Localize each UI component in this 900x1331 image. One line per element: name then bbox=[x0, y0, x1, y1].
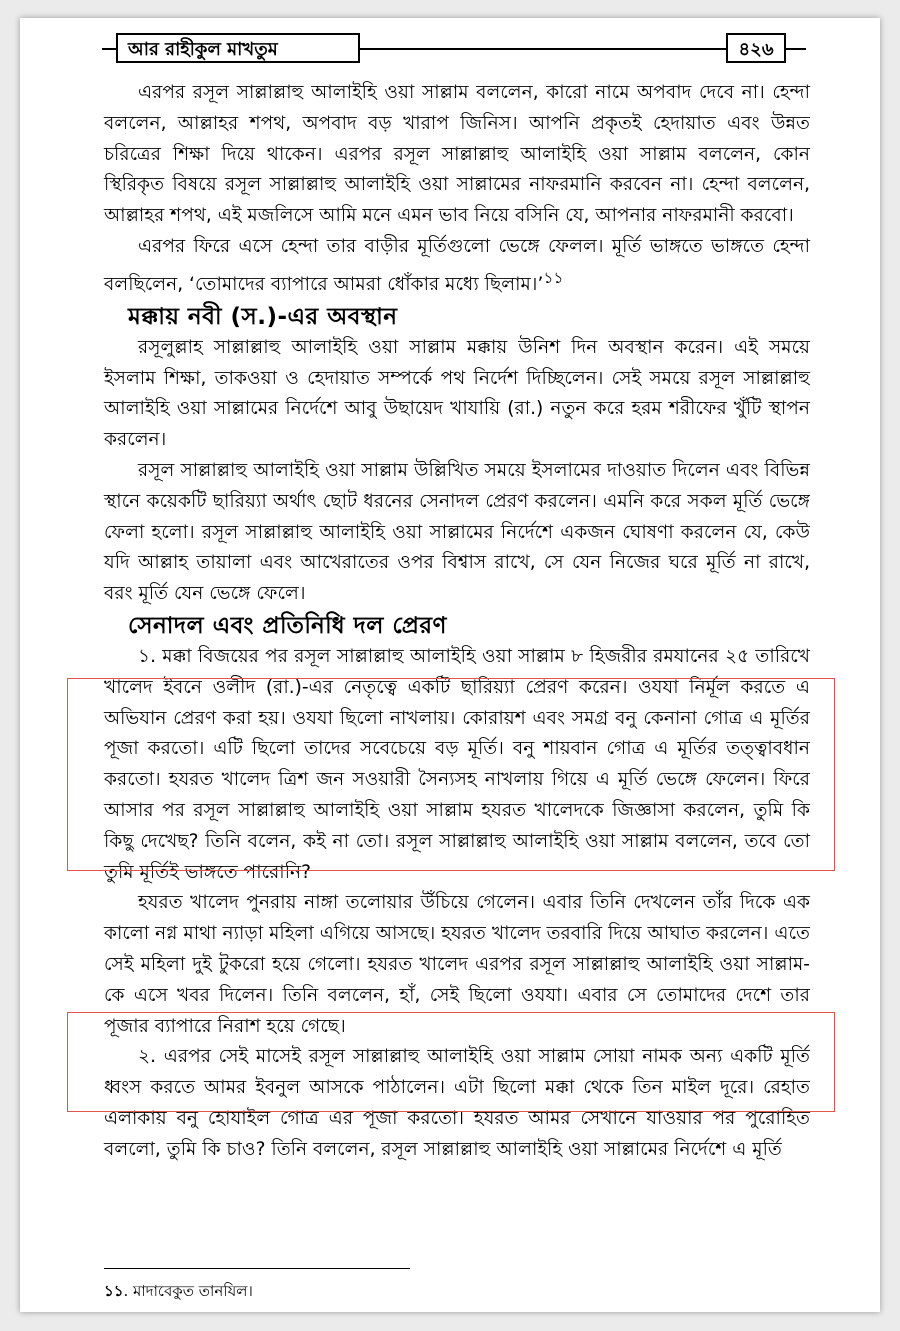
paragraph-5: ১. মক্কা বিজয়ের পর রসূল সাল্লাল্লাহু আলাইহি ওয়া সাল্লাম ৮ হিজরীর রমযানের ২৫ তারিখে খালেদ ইবনে ওলীদ (রা.)-এর নেতৃত্বে একটি ছারিয়্যা প্রেরণ করেন। ওযযা নির্মূল করতে এ অভিযান প্রেরণ করা হয়। ওযযা ছিলো নাখলায়। কোরায়শ এবং সমগ্র বনু কেনানা গোত্র এ মূর্তির পূজা করতো। এটি ছিলো তাদের সবেচেয়ে বড় মূর্তি। বনু শায়বান গোত্র এ মূর্তির তত্ত্বাবধান করতো। হযরত খালেদ ত্রিশ জন সওয়ারী সৈন্যসহ নাখলায় গিয়ে এ মূর্তি ভেঙ্গে ফেলেন। ফিরে আসার পর রসূল সাল্লাল্লাহু আলাইহি ওয়া সাল্লাম হযরত খালেদকে জিজ্ঞাসা করলেন, তুমি কি কিছু দেখেছ? তিনি বলেন, কই না তো। রসূল সাল্লাল্লাহু আলাইহি ওয়া সাল্লাম বললেন, তবে তো তুমি মূর্তিই ভাঙ্গতে পারোনি? bbox=[104, 645, 810, 883]
book-title: আর রাহীকুল মাখতুম bbox=[116, 33, 360, 63]
paragraph-6: হযরত খালেদ পুনরায় নাঙ্গা তলোয়ার উঁচিয়ে গেলেন। এবার তিনি দেখলেন তাঁর দিকে এক কালো নগ্ন মাথা ন্যাড়া মহিলা এগিয়ে আসছে। হযরত খালেদ তরবারি দিয়ে আঘাত করলেন। এতে সেই মহিলা দুই টুকরো হয়ে গেলো। হযরত খালেদ এরপর রসূল সাল্লাল্লাহু আলাইহি ওয়া সাল্লাম-কে এসে খবর দিলেন। তিনি বললেন, হাঁ, সেই ছিলো ওযযা। এবার সে তোমাদের দেশে তার পূজার ব্যাপারে নিরাশ হয়ে গেছে। bbox=[104, 892, 810, 1037]
running-header bbox=[20, 18, 880, 78]
header-rule-left bbox=[102, 48, 116, 50]
document-page bbox=[20, 18, 880, 1312]
header-rule-middle bbox=[360, 48, 726, 50]
section-heading-stay-in-makkah: মক্কায় নবী (স.)-এর অবস্থান bbox=[128, 303, 398, 330]
page-number: ৪২৬ bbox=[726, 33, 786, 63]
footnote-ref: ১১ bbox=[543, 268, 564, 287]
paragraph-4: রসূল সাল্লাল্লাহু আলাইহি ওয়া সাল্লাম উল্লিখিত সময়ে ইসলামের দাওয়াত দিলেন এবং বিভিন্ন স্থানে কয়েকটি ছারিয়্যা অর্থাৎ ছোট ধরনের সেনাদল প্রেরণ করলেন। এমনি করে সকল মূর্তি ভেঙ্গে ফেলা হলো। রসূল সাল্লাল্লাহু আলাইহি ওয়া সাল্লামের নির্দেশে একজন ঘোষণা করলেন যে, কেউ যদি আল্লাহ তায়ালা এবং আখেরাতের ওপর বিশ্বাস রাখে, সে যেন নিজের ঘরে মূর্তি না রাখে, বরং মূর্তি যেন ভেঙ্গে ফেলে। bbox=[104, 459, 810, 605]
paragraph-2-text: এরপর ফিরে এসে হেন্দা তার বাড়ীর মূর্তিগুলো ভেঙ্গে ফেলল। মূর্তি ভাঙ্গতে ভাঙ্গতে হেন্দা বলছিলেন, ‘তোমাদের ব্যাপারে আমরা ধোঁকার মধ্যে ছিলাম।’ bbox=[104, 235, 810, 295]
footnote-rule bbox=[104, 1268, 410, 1269]
section-heading-expeditions: সেনাদল এবং প্রতিনিধি দল প্রেরণ bbox=[128, 612, 447, 639]
paragraph-1: এরপর রসূল সাল্লাল্লাহু আলাইহি ওয়া সাল্লাম বললেন, কারো নামে অপবাদ দেবে না। হেন্দা বললেন, আল্লাহর শপথ, অপবাদ বড় খারাপ জিনিস। আপনি প্রকৃতই হেদায়াত এবং উন্নত চরিত্রের শিক্ষা দিয়ে থাকেন। এরপর রসূল সাল্লাল্লাহু আলাইহি ওয়া সাল্লাম বললেন, কোন স্থিরিকৃত বিষয়ে রসূল সাল্লাল্লাহু আলাইহি ওয়া সাল্লামের নাফরমানি করবেন না। হেন্দা বললেন, আল্লাহর শপথ, এই মজলিসে আমি মনে এমন ভাব নিয়ে বসিনি যে, আপনার নাফরমানী করবো। bbox=[104, 82, 810, 227]
paragraph-7: ২. এরপর সেই মাসেই রসূল সাল্লাল্লাহু আলাইহি ওয়া সাল্লাম সোয়া নামক অন্য একটি মূর্তি ধ্বংস করতে আমর ইবনুল আসকে পাঠালেন। এটা ছিলো মক্কা থেকে তিন মাইল দূরে। রেহাত এলাকায় বনু হোযাইল গোত্র এর পূজা করতো। হযরত আমর সেখানে যাওয়ার পর পুরোহিত বললো, তুমি কি চাও? তিনি বললেন, রসূল সাল্লাল্লাহু আলাইহি ওয়া সাল্লামের নির্দেশে এ মূর্তি bbox=[104, 1046, 810, 1160]
footnote bbox=[104, 1280, 253, 1305]
footnote-mark: ১১ bbox=[104, 1282, 124, 1300]
header-rule-right bbox=[786, 48, 806, 50]
paragraph-3: রসূলুল্লাহ সাল্লাল্লাহু আলাইহি ওয়া সাল্লাম মক্কায় উনিশ দিন অবস্থান করেন। এই সময়ে ইসলাম শিক্ষা, তাকওয়া ও হেদায়াত সম্পর্কে পথ নির্দেশ দিচ্ছিলেন। সেই সময়ে রসূল সাল্লাল্লাহু আলাইহি ওয়া সাল্লামের নির্দেশে আবু উছায়েদ খাযায়ি (রা.) নতুন করে হরম শরীফের খুঁটি স্থাপন করলেন। bbox=[104, 336, 810, 451]
page-body bbox=[104, 78, 810, 1165]
footnote-text: . মাদাবেকুত তানযিল। bbox=[123, 1282, 253, 1300]
paragraph-2 bbox=[104, 232, 810, 301]
